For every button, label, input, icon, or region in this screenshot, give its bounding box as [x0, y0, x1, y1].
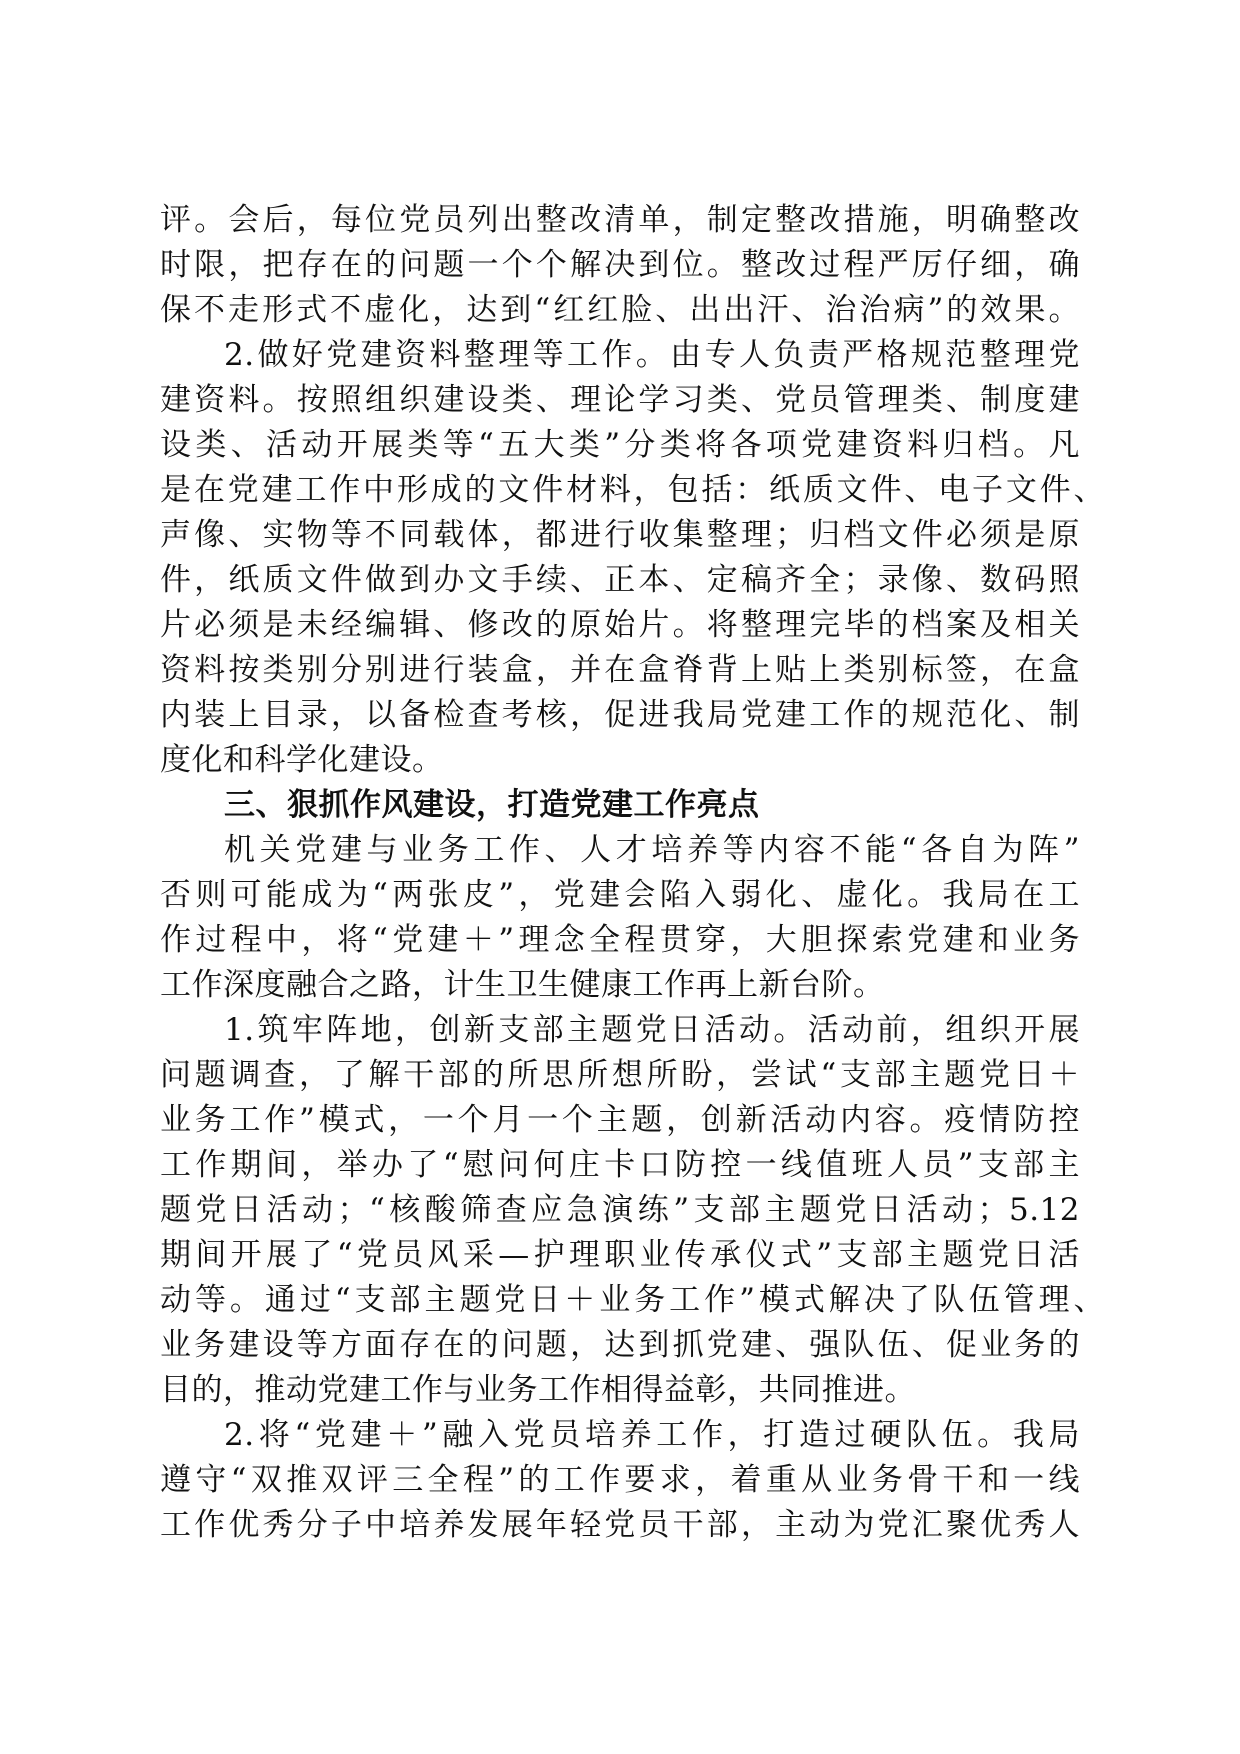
- text-line: 度化和科学化建设。: [160, 742, 444, 778]
- text-line: 期间开展了“党员风采—护理职业传承仪式”支部主题党日活: [160, 1237, 1080, 1273]
- text-line: 工作期间，举办了“慰问何庄卡口防控一线值班人员”支部主: [160, 1147, 1080, 1183]
- text-line: 建资料。按照组织建设类、理论学习类、党员管理类、制度建: [160, 382, 1080, 418]
- text-line: 工作优秀分子中培养发展年轻党员干部，主动为党汇聚优秀人: [160, 1507, 1080, 1543]
- text-line: 2.将“党建＋”融入党员培养工作，打造过硬队伍。我局: [224, 1417, 1080, 1453]
- text-line: 片必须是未经编辑、修改的原始片。将整理完毕的档案及相关: [160, 607, 1080, 643]
- text-line: 目的，推动党建工作与业务工作相得益彰，共同推进。: [160, 1372, 916, 1408]
- text-line: 保不走形式不虚化，达到“红红脸、出出汗、治治病”的效果。: [160, 292, 1080, 328]
- text-line: 件，纸质文件做到办文手续、正本、定稿齐全；录像、数码照: [160, 562, 1080, 598]
- text-line: 题党日活动；“核酸筛查应急演练”支部主题党日活动；5.12: [160, 1192, 1080, 1228]
- text-line: 工作深度融合之路，计生卫生健康工作再上新台阶。: [160, 967, 885, 1003]
- text-line: 1.筑牢阵地，创新支部主题党日活动。活动前，组织开展: [224, 1012, 1080, 1048]
- text-line: 业务工作”模式，一个月一个主题，创新活动内容。疫情防控: [160, 1102, 1080, 1138]
- text-line: 资料按类别分别进行装盒，并在盒脊背上贴上类别标签，在盒: [160, 652, 1080, 688]
- text-line: 遵守“双推双评三全程”的工作要求，着重从业务骨干和一线: [160, 1462, 1080, 1498]
- text-line: 否则可能成为“两张皮”，党建会陷入弱化、虚化。我局在工: [160, 877, 1080, 913]
- text-line: 机关党建与业务工作、人才培养等内容不能“各自为阵”: [224, 832, 1080, 868]
- text-line: 声像、实物等不同载体，都进行收集整理；归档文件必须是原: [160, 517, 1080, 553]
- text-line: 内装上目录，以备检查考核，促进我局党建工作的规范化、制: [160, 697, 1080, 733]
- text-line: 设类、活动开展类等“五大类”分类将各项党建资料归档。凡: [160, 427, 1080, 463]
- section-heading: 三、狠抓作风建设，打造党建工作亮点: [224, 787, 760, 823]
- text-line: 评。会后，每位党员列出整改清单，制定整改措施，明确整改: [160, 202, 1080, 238]
- text-line: 问题调查，了解干部的所思所想所盼，尝试“支部主题党日＋: [160, 1057, 1080, 1093]
- document-page: [160, 198, 1105, 1548]
- text-line: 2.做好党建资料整理等工作。由专人负责严格规范整理党: [224, 337, 1080, 373]
- text-line: 业务建设等方面存在的问题，达到抓党建、强队伍、促业务的: [160, 1327, 1080, 1363]
- text-line: 是在党建工作中形成的文件材料，包括：纸质文件、电子文件、: [160, 472, 1105, 508]
- text-line: 时限，把存在的问题一个个解决到位。整改过程严厉仔细，确: [160, 247, 1080, 283]
- text-line: 作过程中，将“党建＋”理念全程贯穿，大胆探索党建和业务: [160, 922, 1080, 958]
- text-line: 动等。通过“支部主题党日＋业务工作”模式解决了队伍管理、: [160, 1282, 1105, 1318]
